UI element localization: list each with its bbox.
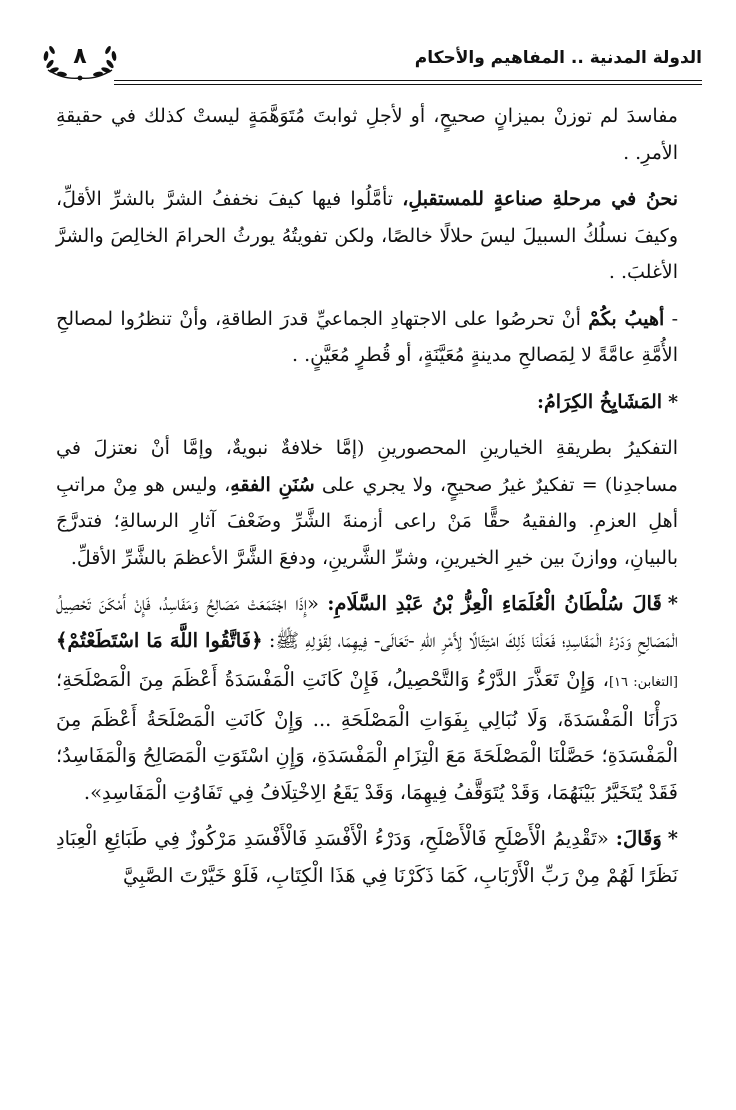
quote-attribution: قَالَ سُلْطَانُ الْعُلَمَاءِ الْعِزُّ بْنُ عَبْدِ السَّلَامِ:: [327, 592, 662, 615]
quote-second: *وَقَالَ: «تَقْدِيمُ الْأَصْلَحِ فَالْأَصْلَحِ، وَدَرْءُ الْأَفْسَدِ فَالْأَفْسَدِ مَرْكُوزٌ فِي طَبَائِعِ الْعِبَادِ نَظَرًا لَهُمْ مِنْ رَبِّ الْأَرْبَابِ، كَمَا ذَكَرْنَا فِي هَذَا الْكِتَابِ، فَلَوْ خَيَّرْتَ الصَّبِيَّ: [56, 827, 678, 887]
bullet-star: *: [667, 592, 678, 615]
header-rule: [114, 84, 702, 85]
paragraph-2: نحنُ في مرحلةِ صناعةٍ للمستقبلِ، تأمَّلُوا فيها كيفَ نخففُ الشرَّ بالشرِّ الأقلِّ، وكيفَ نسلُكُ السبيلَ ليسَ حلالًا خالصًا، ولكن تفويتُهُ يورثُ الحرامَ الخالِصَ والشرَّ الأغلبَ. .: [56, 188, 678, 283]
bullet-star: *: [668, 390, 678, 413]
paragraph-3: - أهيبُ بكُمْ أنْ تحرصُوا على الاجتهادِ الجماعيِّ قدرَ الطاقةِ، وأنْ تنظرُوا لمصالحِ الأُمَّةِ عامَّةً لا لِمَصالحِ مدينةٍ مُعَيَّنَةٍ، أو قُطرٍ مُعَيَّنٍ. .: [56, 307, 678, 366]
page-header: [38, 36, 702, 92]
paragraph-4: التفكيرُ بطريقةِ الخيارينِ المحصورينِ (إمَّا خلافةٌ نبويةٌ، وإمَّا أنْ نعتزلَ في مساجدِنا) = تفكيرٌ غيرُ صحيحٍ، ولا يجري على سُنَنِ الفقهِ، وليس هو مِنْ مراتبِ أهلِ العزمِ. والفقيهُ حقًّا مَنْ راعى أزمنةَ الشَّرِّ وضَعْفَ آثارِ الرسالةِ؛ فتدرَّجَ بالبيانِ، ووازنَ بين خيرِ الخيرينِ، وشرِّ الشَّرينِ، ودفعَ الشَّرَّ الأعظمَ بالشَّرِّ الأقلِّ.: [56, 437, 678, 569]
paragraph-2-lead: نحنُ في مرحلةِ صناعةٍ للمستقبلِ،: [402, 188, 678, 210]
quote-izz-ibn-abd-al-salam: *قَالَ سُلْطَانُ الْعُلَمَاءِ الْعِزُّ بْنُ عَبْدِ السَّلَامِ: «إِذَا اجْتَمَعَتْ مَصَالِحُ وَمَفَاسِدُ، فَإِنْ أَمْكَنَ تَحْصِيلُ الْمَصَالِحِ وَدَرْءُ الْمَفَاسِدِ؛ فَعَلْنَا ذَلِكَ امْتِثَالًا لِأَمْرِ اللهِ -تَعَالَى- فِيهِمَا، لِقَوْلِهِ ﷺ: ﴿فَاتَّقُوا اللَّهَ مَا اسْتَطَعْتُمْ﴾ [التغابن: ١٦]، وَإِنْ تَعَذَّرَ الدَّرْءُ وَالتَّحْصِيلُ، فَإِنْ كَانَتِ الْمَفْسَدَةُ أَعْظَمَ مِنَ الْمَصْلَحَةِ؛ دَرَأْنَا الْمَفْسَدَةَ، وَلَا نُبَالِي بِفَوَاتِ الْمَصْلَحَةِ ... وَإِنْ كَانَتِ الْمَصْلَحَةُ أَعْظَمَ مِنَ الْمَفْسَدَةِ؛ حَصَّلْنَا الْمَصْلَحَةَ مَعَ الْتِزَامِ الْمَفْسَدَةِ، وَإِنِ اسْتَوَتِ الْمَصَالِحُ وَالْمَفَاسِدُ؛ فَقَدْ يُتَخَيَّرُ بَيْنَهُمَا، وَقَدْ يُتَوَقَّفُ فِيهِمَا، وَقَدْ يَقَعُ الِاخْتِلَافُ فِي تَفَاوُتِ الْمَفَاسِدِ».: [56, 592, 678, 804]
verse-reference: [التغابن: ١٦]: [608, 675, 678, 690]
quran-verse: ﴿فَاتَّقُوا اللَّهَ مَا اسْتَطَعْتُمْ﴾: [56, 628, 263, 652]
bullet-star: *: [667, 827, 678, 850]
running-header-title: الدولة المدنية .. المفاهيم والأحكام: [414, 48, 702, 68]
page-body: [56, 98, 678, 894]
page-number: ٨: [73, 44, 87, 69]
section-heading: *المَشَايِخُ الكِرَامُ:: [537, 390, 678, 413]
quote-attribution: وَقَالَ:: [615, 827, 662, 850]
paragraph-1: مفاسدَ لم توزنْ بميزانٍ صحيحٍ، أو لأجلِ ثوابتَ مُتَوَهَّمَةٍ ليستْ كذلك في حقيقةِ الأمرِ. .: [56, 105, 678, 164]
paragraph-3-lead: أهيبُ بكُمْ: [588, 307, 665, 330]
header-rule: [114, 80, 702, 81]
